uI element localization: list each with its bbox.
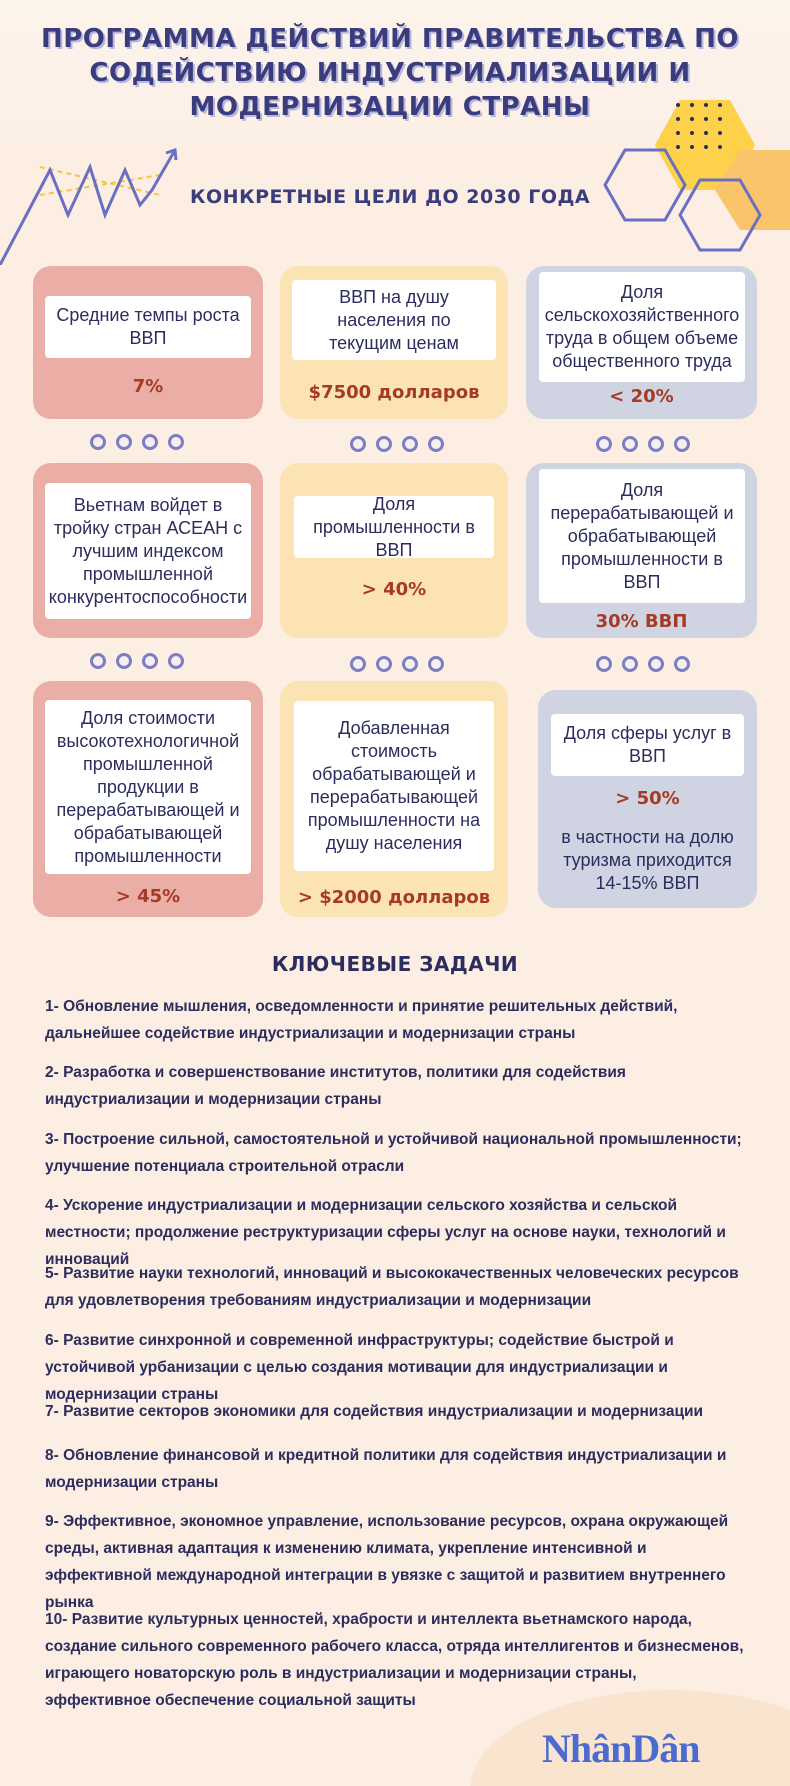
goal-value: > 45% (115, 886, 181, 907)
goal-card-gdp-per-capita (280, 266, 508, 419)
goal-label: Доля стоимости высокотехнологичной промышленной продукции в перерабатывающей и обрабатывающей промышленности (45, 700, 251, 874)
title-line-2: СОДЕЙСТВИЮ ИНДУСТРИАЛИЗАЦИИ И (89, 58, 691, 88)
goal-note: в частности на долю туризма приходится 14-15% ВВП (561, 827, 734, 893)
goal-value: 30% ВВП (595, 611, 688, 632)
dots-divider (350, 656, 444, 672)
goal-card-services-share (538, 690, 757, 908)
goal-card-value-added (280, 681, 508, 917)
goal-label: Доля сферы услуг в ВВП (551, 714, 744, 776)
title-line-3: МОДЕРНИЗАЦИИ СТРАНЫ (189, 92, 591, 122)
goal-label: Добавленная стоимость обрабатывающей и перерабатывающей промышленности на душу населения (294, 701, 494, 871)
goal-card-manufacturing-share (526, 463, 757, 638)
goal-card-gdp-growth (33, 266, 263, 419)
goal-value: < 20% (609, 386, 674, 407)
dots-divider (596, 436, 690, 452)
task-item: 8- Обновление финансовой и кредитной политики для содействия индустриализации и модернизации страны (45, 1447, 727, 1491)
trend-line-icon (0, 145, 190, 265)
goal-value: > 40% (361, 579, 427, 600)
goal-card-industry-share (280, 463, 508, 638)
goal-label: Доля сельскохозяйственного труда в общем объеме общественного труда (539, 272, 745, 382)
task-item: 6- Развитие синхронной и современной инфраструктуры; содействие быстрой и устойчивой урбанизации с целью создания мотивации для индустриализации и модернизации страны (45, 1332, 674, 1403)
tasks-title: КЛЮЧЕВЫЕ ЗАДАЧИ (271, 952, 519, 976)
goal-card-agri-labor (526, 266, 757, 419)
task-item: 5- Развитие науки технологий, инноваций и высококачественных человеческих ресурсов для удовлетворения требованиям индустриализации и модернизации (45, 1265, 739, 1309)
dots-divider (90, 434, 184, 450)
goal-card-asean-competitiveness (33, 463, 263, 638)
dots-divider (90, 653, 184, 669)
dots-divider (596, 656, 690, 672)
task-item: 2- Разработка и совершенствование институтов, политики для содействия индустриализации и модернизации страны (45, 1064, 626, 1108)
task-item: 9- Эффективное, экономное управление, использование ресурсов, охрана окружающей среды, активная адаптация к изменению климата, укрепление интенсивной и эффективной международной интеграции в увязке с защитой и развитием внутреннего рынка (45, 1513, 729, 1611)
goal-label: Средние темпы роста ВВП (45, 296, 251, 358)
goal-value: $7500 долларов (308, 382, 480, 403)
task-item: 7- Развитие секторов экономики для содействия индустриализации и модернизации (45, 1403, 704, 1420)
title-line-1: ПРОГРАММА ДЕЙСТВИЙ ПРАВИТЕЛЬСТВА ПО (40, 24, 740, 54)
task-item: 3- Построение сильной, самостоятельной и устойчивой национальной промышленности; улучшение потенциала строительной отрасли (45, 1131, 742, 1175)
section-subtitle: КОНКРЕТНЫЕ ЦЕЛИ ДО 2030 ГОДА (190, 186, 591, 208)
goal-value: 7% (132, 376, 164, 397)
task-item: 10- Развитие культурных ценностей, храбрости и интеллекта вьетнамского народа, создание сильного современного рабочего класса, отряда интеллигентов и бизнесменов, играющего новаторскую роль в индустриализации и модернизации страны, эффективное обеспечение социальной защиты (45, 1611, 744, 1709)
goal-label: Доля перерабатывающей и обрабатывающей промышленности в ВВП (539, 469, 745, 603)
hexagon-decoration (600, 90, 790, 260)
goal-value: > $2000 долларов (297, 887, 491, 908)
goal-label: Вьетнам войдет в тройку стран АСЕАН с лучшим индексом промышленной конкурентоспособности (45, 483, 251, 619)
goal-value: > 50% (615, 788, 680, 809)
nhandan-logo[interactable]: NhânDân (542, 1726, 700, 1771)
dots-divider (350, 436, 444, 452)
task-item: 1- Обновление мышления, осведомленности и принятие решительных действий, дальнейшее содействие индустриализации и модернизации страны (45, 998, 678, 1042)
task-item: 4- Ускорение индустриализации и модернизации сельского хозяйства и сельской местности; продолжение реструктуризации сферы услуг на основе науки, технологий и инноваций (45, 1197, 726, 1268)
goal-label: ВВП на душу населения по текущим ценам (292, 280, 496, 360)
goal-card-hightech-share (33, 681, 263, 917)
goal-label: Доля промышленности в ВВП (294, 496, 494, 558)
